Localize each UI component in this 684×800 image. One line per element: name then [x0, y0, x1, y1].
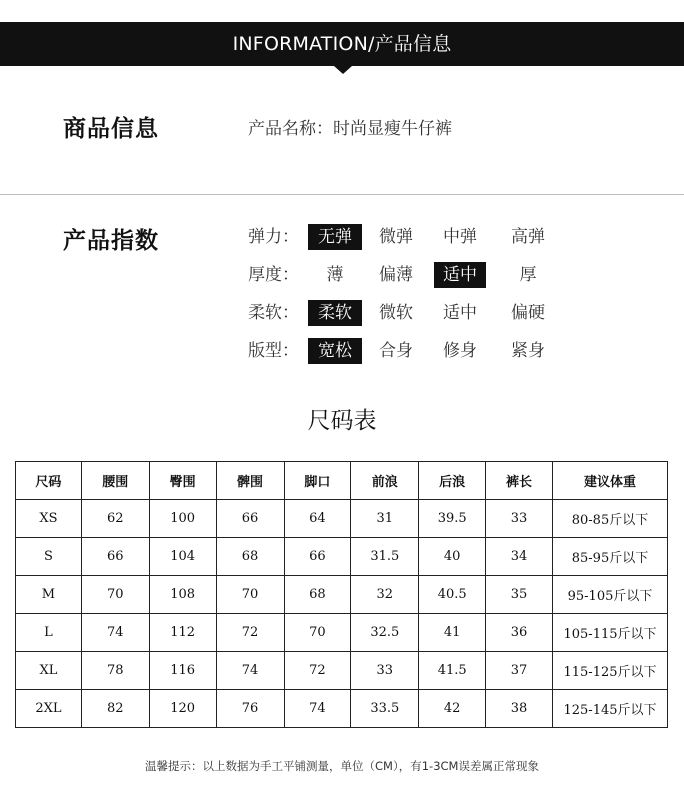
table-cell: 42 [419, 690, 486, 728]
column-header: 裤长 [486, 462, 553, 500]
table-cell: 31 [351, 500, 419, 538]
table-cell: 33 [351, 652, 419, 690]
table-cell: 72 [284, 652, 351, 690]
table-cell: 64 [284, 500, 351, 538]
attr-label: 版型： [248, 341, 299, 361]
attr-option: 无弹 [308, 224, 362, 250]
table-cell: 104 [149, 538, 216, 576]
attr-option: 高弹 [511, 227, 545, 247]
table-cell: 37 [486, 652, 553, 690]
attr-option: 修身 [443, 341, 477, 361]
attr-option: 微弹 [379, 227, 413, 247]
table-cell: 80-85斤以下 [553, 500, 668, 538]
product-index-heading: 产品指数 [63, 228, 159, 254]
attr-label: 柔软： [248, 303, 299, 323]
table-cell: 40 [419, 538, 486, 576]
column-header: 前浪 [351, 462, 419, 500]
table-cell: 108 [149, 576, 216, 614]
table-cell: 36 [486, 614, 553, 652]
table-cell: 125-145斤以下 [553, 690, 668, 728]
table-cell: 95-105斤以下 [553, 576, 668, 614]
table-cell: 105-115斤以下 [553, 614, 668, 652]
attr-option: 偏硬 [511, 303, 545, 323]
attr-label: 弹力： [248, 227, 299, 247]
banner-title: INFORMATION/产品信息 [232, 33, 452, 55]
product-info-heading: 商品信息 [63, 116, 159, 142]
table-cell: 100 [149, 500, 216, 538]
table-cell: 41.5 [419, 652, 486, 690]
attr-option: 偏薄 [379, 265, 413, 285]
table-cell: XL [16, 652, 82, 690]
table-cell: 32.5 [351, 614, 419, 652]
banner-notch [334, 66, 352, 74]
table-cell: L [16, 614, 82, 652]
table-cell: 70 [81, 576, 149, 614]
table-cell: 70 [284, 614, 351, 652]
attr-option: 微软 [379, 303, 413, 323]
table-header-row [16, 462, 668, 500]
table-cell: 116 [149, 652, 216, 690]
column-header: 脚口 [284, 462, 351, 500]
attr-option: 柔软 [308, 300, 362, 326]
attr-label: 厚度： [248, 265, 299, 285]
column-header: 建议体重 [553, 462, 668, 500]
table-cell: 38 [486, 690, 553, 728]
table-cell: M [16, 576, 82, 614]
table-cell: 40.5 [419, 576, 486, 614]
table-cell: 74 [284, 690, 351, 728]
table-cell: 74 [81, 614, 149, 652]
table-cell: 76 [216, 690, 284, 728]
table-cell: 120 [149, 690, 216, 728]
attr-option: 紧身 [511, 341, 545, 361]
attr-option: 宽松 [308, 338, 362, 364]
table-cell: 112 [149, 614, 216, 652]
table-row [16, 614, 668, 652]
table-cell: 31.5 [351, 538, 419, 576]
table-cell: 34 [486, 538, 553, 576]
table-cell: 35 [486, 576, 553, 614]
table-cell: 39.5 [419, 500, 486, 538]
measurement-note: 温馨提示：以上数据为手工平铺测量，单位（CM），有1-3CM误差属正常现象 [145, 759, 539, 773]
table-cell: 82 [81, 690, 149, 728]
table-cell: 72 [216, 614, 284, 652]
table-cell: 32 [351, 576, 419, 614]
table-cell: 66 [216, 500, 284, 538]
table-cell: 62 [81, 500, 149, 538]
column-header: 臀围 [149, 462, 216, 500]
table-cell: XS [16, 500, 82, 538]
attr-option: 厚 [519, 265, 537, 285]
table-cell: 85-95斤以下 [553, 538, 668, 576]
table-cell: 33.5 [351, 690, 419, 728]
attr-option: 薄 [326, 265, 344, 285]
table-row [16, 576, 668, 614]
column-header: 尺码 [16, 462, 82, 500]
table-cell: S [16, 538, 82, 576]
table-cell: 66 [81, 538, 149, 576]
attr-option: 中弹 [443, 227, 477, 247]
section-divider [0, 194, 684, 195]
table-row [16, 652, 668, 690]
table-cell: 2XL [16, 690, 82, 728]
attr-option: 合身 [379, 341, 413, 361]
column-header: 腰围 [81, 462, 149, 500]
table-row [16, 500, 668, 538]
size-chart-title: 尺码表 [307, 408, 377, 434]
table-cell: 33 [486, 500, 553, 538]
table-row [16, 690, 668, 728]
attr-option: 适中 [443, 303, 477, 323]
attr-option: 适中 [434, 262, 486, 288]
table-cell: 78 [81, 652, 149, 690]
size-chart-table [15, 461, 668, 728]
table-cell: 68 [216, 538, 284, 576]
table-cell: 115-125斤以下 [553, 652, 668, 690]
header-banner [0, 22, 684, 66]
table-cell: 41 [419, 614, 486, 652]
product-name: 产品名称：时尚显瘦牛仔裤 [248, 119, 452, 139]
table-cell: 66 [284, 538, 351, 576]
column-header: 后浪 [419, 462, 486, 500]
table-row [16, 538, 668, 576]
column-header: 髀围 [216, 462, 284, 500]
table-cell: 74 [216, 652, 284, 690]
table-cell: 68 [284, 576, 351, 614]
table-cell: 70 [216, 576, 284, 614]
